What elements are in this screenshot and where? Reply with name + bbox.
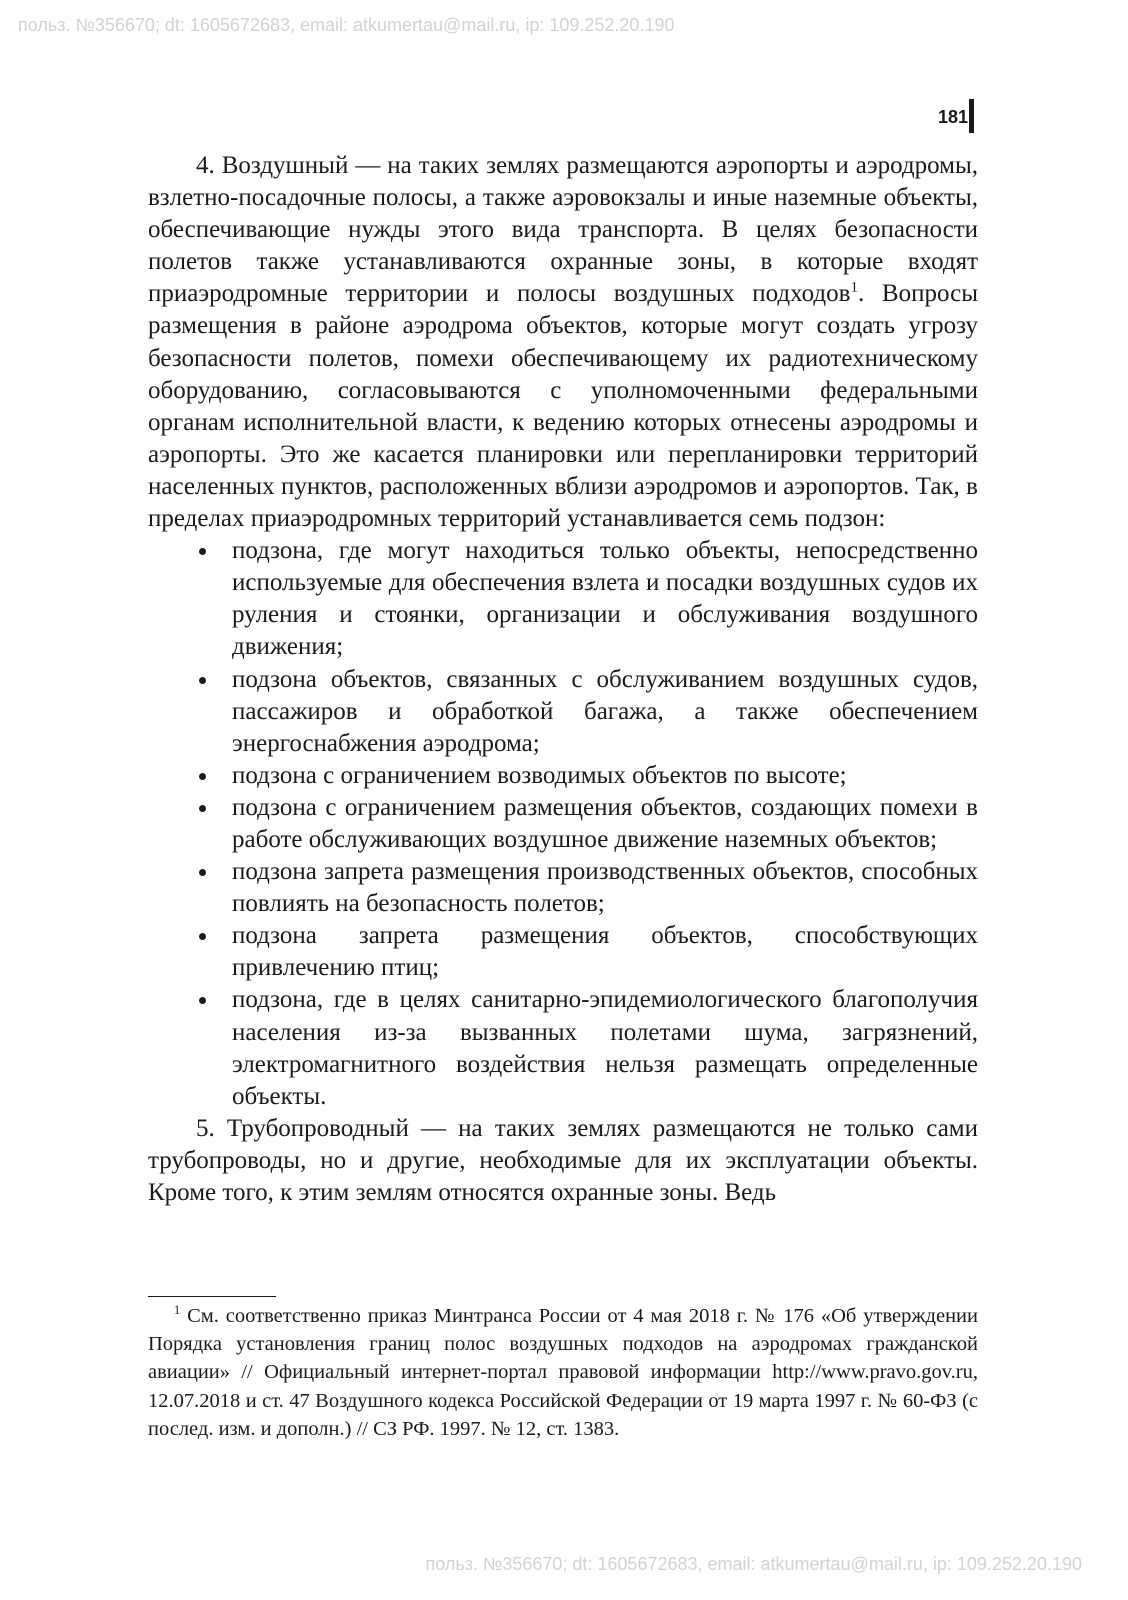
paragraph-4-text-b: . Вопросы размещения в районе аэродрома объектов, которые могут создать угрозу безопасности полетов, помехи обеспечивающему их радиотехническому оборудованию, согласовываются с уполномоченными федеральными органам исполнительной власти, к ведению которых отнесены аэродромы и аэропорты. Это же касается планировки или перепланировки территорий населенных пунктов, расположенных вблизи аэродромов и аэропортов. Так, в пределах приаэродромных территорий устанавливается семь подзон: [148,280,978,533]
footnote-reference[interactable]: 1 [850,280,858,297]
bullet-icon [199,677,206,684]
list-item [232,920,978,984]
watermark-bottom: польз. №356670; dt: 1605672683, email: atkumertau@mail.ru, ip: 109.252.20.190 [425,1554,1082,1574]
bullet-icon [199,933,206,940]
page-number-rule [969,99,974,133]
list-item-text: подзона запрета размещения производственных объектов, способных повлиять на безопасность полетов; [232,858,978,918]
list-item-text: подзона запрета размещения объектов, способствующих привлечению птиц; [232,922,978,982]
bullet-icon [199,548,206,555]
page-number: 181 [937,107,968,127]
list-item [232,792,978,856]
footnote-separator [148,1296,276,1297]
list-item-text: подзона с ограничением размещения объектов, создающих помехи в работе обслуживающих воздушное движение наземных объектов; [232,793,978,853]
list-item [232,664,978,760]
list-item-text: подзона, где в целях санитарно-эпидемиологического благополучия населения из-за вызванных полетами шума, загрязнений, электромагнитного воздействия нельзя размещать определенные объекты. [232,986,978,1110]
paragraph-4 [148,150,978,535]
footnote [148,1302,978,1443]
footnote-text: См. соответственно приказ Минтранса России от 4 мая 2018 г. № 176 «Об утверждении Порядка установления границ полос воздушных подходов на аэродромах гражданской авиации» // Официальный интернет-портал правовой информации http://www.pravo.gov.ru, 12.07.2018 и ст. 47 Воздушного кодекса Российской Федерации от 19 марта 1997 г. № 60-ФЗ (с послед. изм. и дополн.) // СЗ РФ. 1997. № 12, ст. 1383. [148,1305,978,1440]
list-item-text: подзона с ограничением возводимых объектов по высоте; [232,761,847,789]
bullet-icon [199,805,206,812]
list-item [232,984,978,1112]
list-item [232,535,978,663]
bullet-icon [199,869,206,876]
main-text [148,150,978,1209]
paragraph-4-text-a: 4. Воздушный — на таких землях размещаются аэропорты и аэродромы, взлетно-посадочные полосы, а также аэровокзалы и иные наземные объекты, обеспечивающие нужды этого вида транспорта. В целях безопасности полетов также устанавливаются охранные зоны, в которые входят приаэродромные территории и полосы воздушных подходов [148,152,978,308]
bullet-icon [199,997,206,1004]
footnote-marker: 1 [174,1303,181,1318]
list-item [232,760,978,792]
list-item [232,856,978,920]
paragraph-5: 5. Трубопроводный — на таких землях размещаются не только сами трубопроводы, но и другие, необходимые для их эксплуатации объекты. Кроме того, к этим землям относятся охранные зоны. Ведь [148,1114,978,1206]
subzone-list [148,535,978,1113]
watermark-top: польз. №356670; dt: 1605672683, email: atkumertau@mail.ru, ip: 109.252.20.190 [18,15,675,35]
bullet-icon [199,773,206,780]
list-item-text: подзона объектов, связанных с обслуживанием воздушных судов, пассажиров и обработкой багажа, а также обеспечением энергоснабжения аэродрома; [232,665,978,757]
list-item-text: подзона, где могут находиться только объекты, непосредственно используемые для обеспечения взлета и посадки воздушных судов их руления и стоянки, организации и обслуживания воздушного движения; [232,537,978,661]
